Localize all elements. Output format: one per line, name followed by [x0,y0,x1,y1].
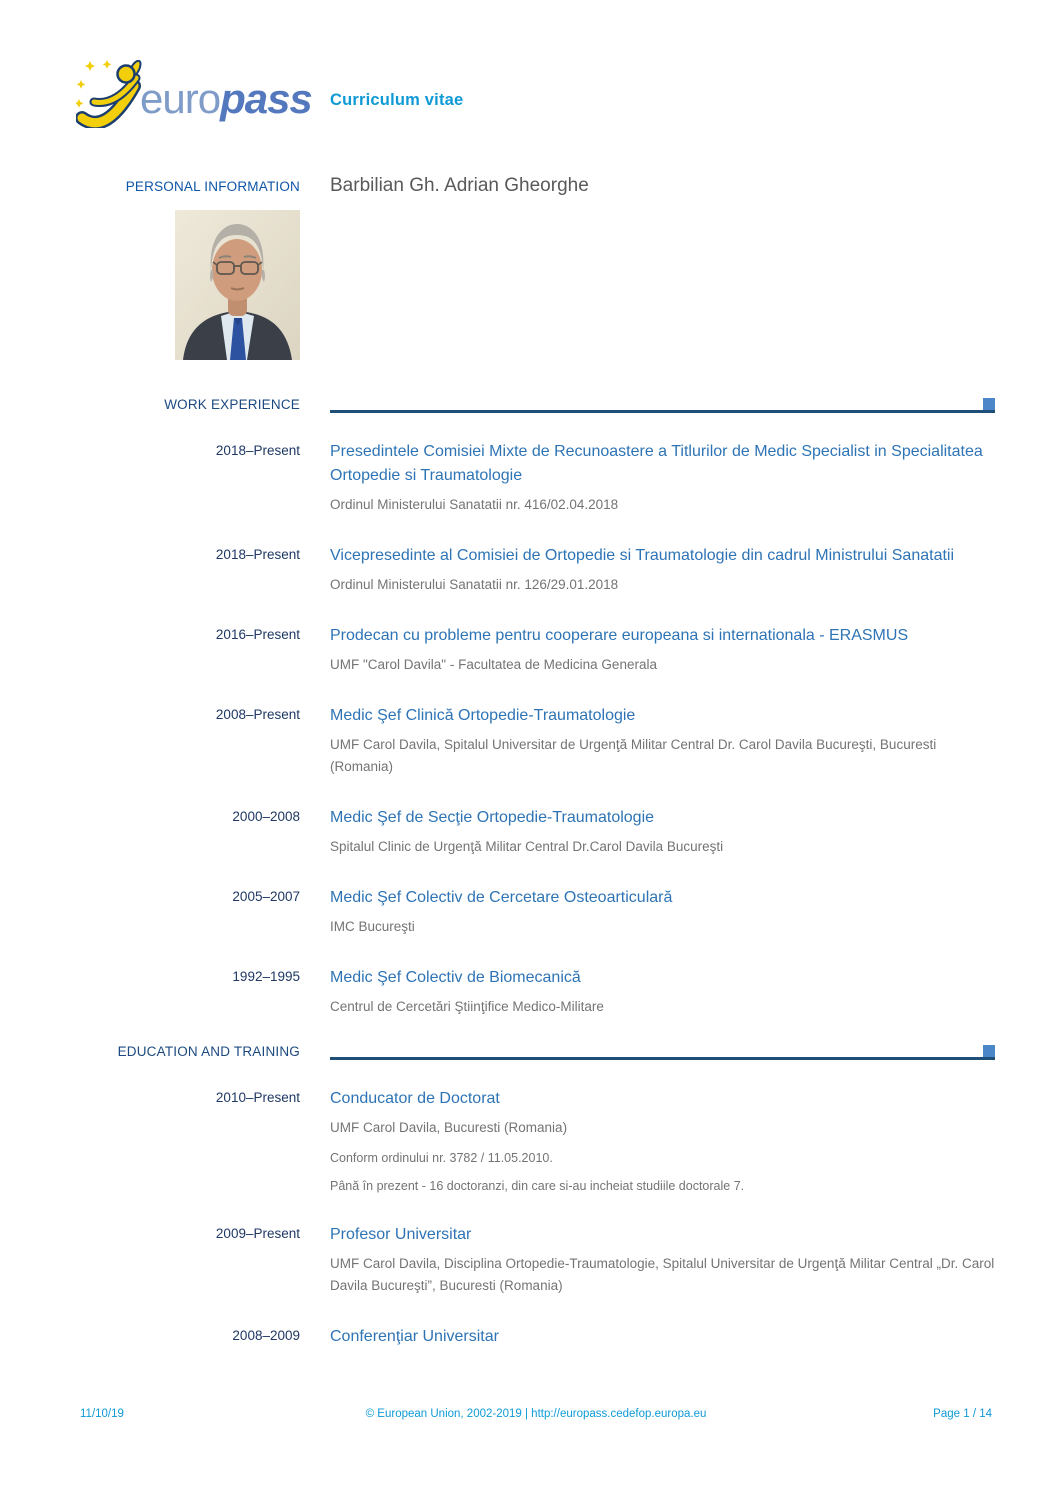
entry-subtitle: Ordinul Ministerului Sanatatii nr. 126/29.01.2018 [330,577,619,592]
rule-end-square-icon [983,1045,995,1057]
entry-body [330,544,995,596]
entry-period: 2010–Present [215,1090,300,1105]
cv-section [0,1043,1058,1349]
entry-title: Medic Şef Colectiv de Cercetare Osteoarticulară [330,889,673,906]
entry-subtitle: Ordinul Ministerului Sanatatii nr. 416/02.04.2018 [330,497,619,512]
europass-logo-icon [76,60,316,128]
document-type-label: Curriculum vitae [330,91,464,109]
entry-period: 2008–Present [215,707,300,722]
rule-end-square-icon [983,398,995,410]
entry-body [330,806,995,858]
cv-entry-row [0,966,1058,1018]
entry-note: Până în prezent - 16 doctoranzi, din care si-au incheiat studiile doctorale 7. [330,1179,745,1193]
entry-title: Medic Şef de Secţie Ortopedie-Traumatologie [330,809,655,826]
entry-subtitle: UMF Carol Davila, Bucuresti (Romania) [330,1120,568,1135]
section-header [0,396,1058,413]
entry-period: 2018–Present [215,547,300,562]
entry-title: Conferenţiar Universitar [330,1328,499,1345]
photo-row [0,210,1058,360]
page-footer [80,1408,992,1426]
footer-date: 11/10/19 [80,1408,124,1420]
section-rule [330,1043,995,1060]
section-header [0,1043,1058,1060]
entry-body [330,1223,995,1297]
cv-entry-row [0,624,1058,676]
entry-period: 1992–1995 [232,969,300,984]
entry-title: Vicepresedinte al Comisiei de Ortopedie si Traumatologie din cadrul Ministrului Sanatatii [330,547,955,564]
section-entries [0,440,1058,1018]
entry-subtitle: Spitalul Clinic de Urgenţă Militar Central Dr.Carol Davila Bucureşti [330,839,724,854]
entry-subtitle: Centrul de Cercetări Ştiinţifice Medico-Militare [330,999,604,1014]
cv-entry-row [0,1087,1058,1195]
entry-body [330,624,995,676]
entry-subtitle: UMF "Carol Davila" - Facultatea de Medicina Generala [330,657,657,672]
europass-figure-icon [82,60,143,123]
cv-entry-row [0,1325,1058,1349]
entry-title: Prodecan cu probleme pentru cooperare europeana si internationala - ERASMUS [330,627,909,644]
cv-entry-row [0,886,1058,938]
entry-title: Conducator de Doctorat [330,1090,500,1107]
entry-body [330,440,995,516]
cv-entry-row [0,806,1058,858]
footer-page-number: Page 1 / 14 [933,1408,992,1420]
entry-body [330,1087,995,1195]
entry-period: 2008–2009 [232,1328,300,1343]
section-rule [330,396,995,413]
logo-wordmark: europass [140,75,312,122]
entry-body [330,704,995,778]
portrait-photo [175,210,300,360]
entry-period: 2009–Present [215,1226,300,1241]
entry-period: 2000–2008 [232,809,300,824]
entry-title: Medic Şef Colectiv de Biomecanică [330,969,581,986]
entry-period: 2018–Present [215,443,300,458]
entry-subtitle: UMF Carol Davila, Spitalul Universitar de Urgenţă Militar Central Dr. Carol Davila Bucureşti, Bucuresti (Romania) [330,737,937,774]
entry-body [330,966,995,1018]
personal-information-label: PERSONAL INFORMATION [125,179,300,194]
sections [0,396,1058,1349]
cv-entry-row [0,440,1058,516]
personal-information-row [0,175,1058,197]
entry-period: 2005–2007 [232,889,300,904]
entry-subtitle: UMF Carol Davila, Disciplina Ortopedie-Traumatologie, Spitalul Universitar de Urgenţă Militar Central „Dr. Carol Davila Bucureşti”, Bucuresti (Romania) [330,1256,995,1293]
cv-entry-row [0,1223,1058,1297]
section-entries [0,1087,1058,1349]
person-name: Barbilian Gh. Adrian Gheorghe [330,175,589,196]
entry-subtitle: IMC Bucureşti [330,919,415,934]
footer-copyright: © European Union, 2002-2019 | http://europass.cedefop.europa.eu [365,1408,707,1420]
cv-section [0,396,1058,1018]
entry-title: Profesor Universitar [330,1226,472,1243]
cv-entry-row [0,544,1058,596]
section-label: EDUCATION AND TRAINING [117,1044,300,1059]
entry-title: Medic Şef Clinică Ortopedie-Traumatologie [330,707,636,724]
entry-notes [330,1149,995,1195]
entry-title: Presedintele Comisiei Mixte de Recunoastere a Titlurilor de Medic Specialist in Specialitatea Ortopedie si Traumatologie [330,443,983,484]
section-label: WORK EXPERIENCE [164,397,300,412]
entry-body [330,886,995,938]
cv-entry-row [0,704,1058,778]
entry-body [330,1325,995,1349]
entry-note: Conform ordinului nr. 3782 / 11.05.2010. [330,1151,553,1165]
entry-period: 2016–Present [215,627,300,642]
